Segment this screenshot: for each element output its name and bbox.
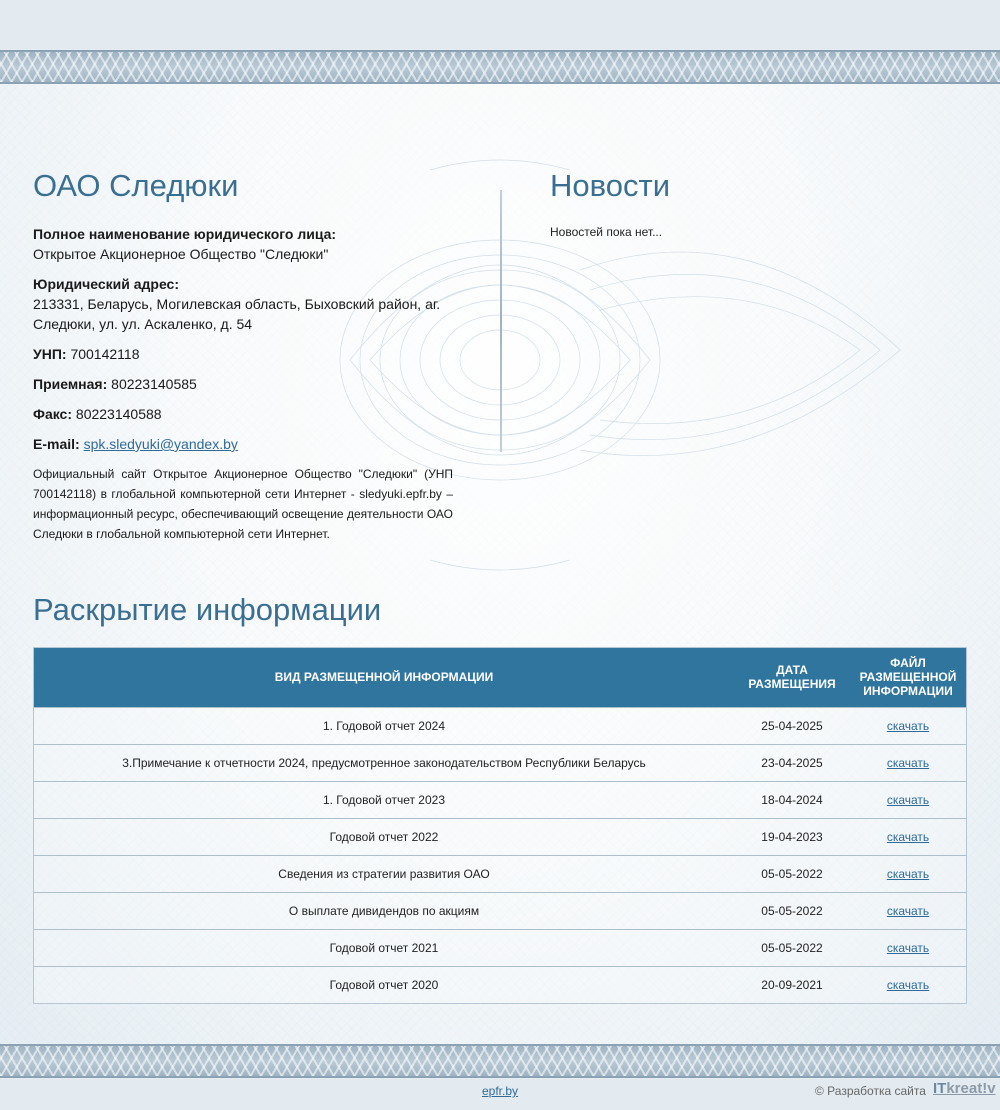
cell-kind: 1. Годовой отчет 2023 xyxy=(34,781,734,818)
reception-label: Приемная: xyxy=(33,376,108,392)
email-link[interactable]: spk.sledyuki@yandex.by xyxy=(83,436,238,452)
cell-date: 18-04-2024 xyxy=(734,781,850,818)
table-header-row xyxy=(34,648,966,707)
cell-file xyxy=(850,892,966,929)
top-band xyxy=(0,0,1000,50)
column-divider xyxy=(500,190,502,452)
cell-file xyxy=(850,855,966,892)
logo-rest: kreat!v xyxy=(946,1080,996,1097)
cell-kind: Годовой отчет 2021 xyxy=(34,929,734,966)
header-file: ФАЙЛ РАЗМЕЩЕННОЙ ИНФОРМАЦИИ xyxy=(850,648,966,707)
address-label: Юридический адрес: xyxy=(33,276,179,292)
disclosure-title: Раскрытие информации xyxy=(33,592,382,627)
table-row xyxy=(34,818,966,855)
footer-developer-text: © Разработка сайта xyxy=(815,1084,926,1098)
cell-date: 19-04-2023 xyxy=(734,818,850,855)
table-row xyxy=(34,855,966,892)
cell-file xyxy=(850,744,966,781)
address-value: 213331, Беларусь, Могилевская область, Быховский район, аг. Следюки, ул. ул. Аскаленко, д. 54 xyxy=(33,296,441,332)
cell-date: 05-05-2022 xyxy=(734,855,850,892)
download-link[interactable]: скачать xyxy=(886,903,930,918)
company-title: ОАО Следюки xyxy=(33,168,239,203)
cell-date: 05-05-2022 xyxy=(734,892,850,929)
download-link[interactable]: скачать xyxy=(886,866,930,881)
cell-date: 25-04-2025 xyxy=(734,707,850,744)
cell-kind: Сведения из стратегии развития ОАО xyxy=(34,855,734,892)
full-name-label: Полное наименование юридического лица: xyxy=(33,226,337,242)
cell-kind: О выплате дивидендов по акциям xyxy=(34,892,734,929)
cell-date: 05-05-2022 xyxy=(734,929,850,966)
full-name-block xyxy=(33,224,453,264)
download-link[interactable]: скачать xyxy=(886,755,930,770)
footer-ornament xyxy=(0,1044,1000,1078)
header-date: ДАТА РАЗМЕЩЕНИЯ xyxy=(734,648,850,707)
fax-block xyxy=(33,404,453,424)
unp-block xyxy=(33,344,453,364)
download-link[interactable]: скачать xyxy=(886,940,930,955)
disclosure-table xyxy=(34,648,966,1003)
download-link[interactable]: скачать xyxy=(886,829,930,844)
table-row xyxy=(34,781,966,818)
header-kind: ВИД РАЗМЕЩЕННОЙ ИНФОРМАЦИИ xyxy=(34,648,734,707)
header-ornament xyxy=(0,50,1000,84)
cell-file xyxy=(850,929,966,966)
reception-block xyxy=(33,374,453,394)
download-link[interactable]: скачать xyxy=(886,792,930,807)
email-block xyxy=(33,434,453,454)
cell-file xyxy=(850,781,966,818)
developer-logo[interactable] xyxy=(933,1080,996,1097)
download-link[interactable]: скачать xyxy=(886,718,930,733)
cell-kind: 1. Годовой отчет 2024 xyxy=(34,707,734,744)
unp-value: 700142118 xyxy=(70,346,140,362)
footer-epfr-link[interactable]: epfr.by xyxy=(482,1084,519,1098)
table-row xyxy=(34,892,966,929)
unp-label: УНП: xyxy=(33,346,67,362)
table-row xyxy=(34,744,966,781)
fax-value: 80223140588 xyxy=(75,406,162,422)
disclosure-table-container xyxy=(33,647,967,1004)
site-description: Официальный сайт Открытое Акционерное Общество "Следюки" (УНП 700142118) в глобальной компьютерной сети Интернет - sledyuki.epfr.by – информационный ресурс, обеспечивающий освещение деятельности ОАО Следюки в глобальной компьютерной сети Интернет. xyxy=(33,467,453,541)
cell-file xyxy=(850,707,966,744)
logo-it: IT xyxy=(933,1080,947,1097)
cell-file xyxy=(850,966,966,1003)
cell-date: 20-09-2021 xyxy=(734,966,850,1003)
email-label: E-mail: xyxy=(33,436,80,452)
cell-date: 23-04-2025 xyxy=(734,744,850,781)
table-row xyxy=(34,707,966,744)
fax-label: Факс: xyxy=(33,406,73,422)
news-title: Новости xyxy=(550,168,671,203)
cell-kind: 3.Примечание к отчетности 2024, предусмотренное законодательством Республики Беларусь xyxy=(34,744,734,781)
cell-kind: Годовой отчет 2020 xyxy=(34,966,734,1003)
news-empty-text: Новостей пока нет... xyxy=(550,225,663,239)
table-row xyxy=(34,966,966,1003)
full-name-value: Открытое Акционерное Общество "Следюки" xyxy=(33,246,329,262)
reception-value: 80223140585 xyxy=(111,376,197,392)
table-row xyxy=(34,929,966,966)
company-info xyxy=(33,224,453,544)
cell-file xyxy=(850,818,966,855)
download-link[interactable]: скачать xyxy=(886,977,930,992)
table-body xyxy=(34,707,966,1003)
cell-kind: Годовой отчет 2022 xyxy=(34,818,734,855)
address-block xyxy=(33,274,453,334)
